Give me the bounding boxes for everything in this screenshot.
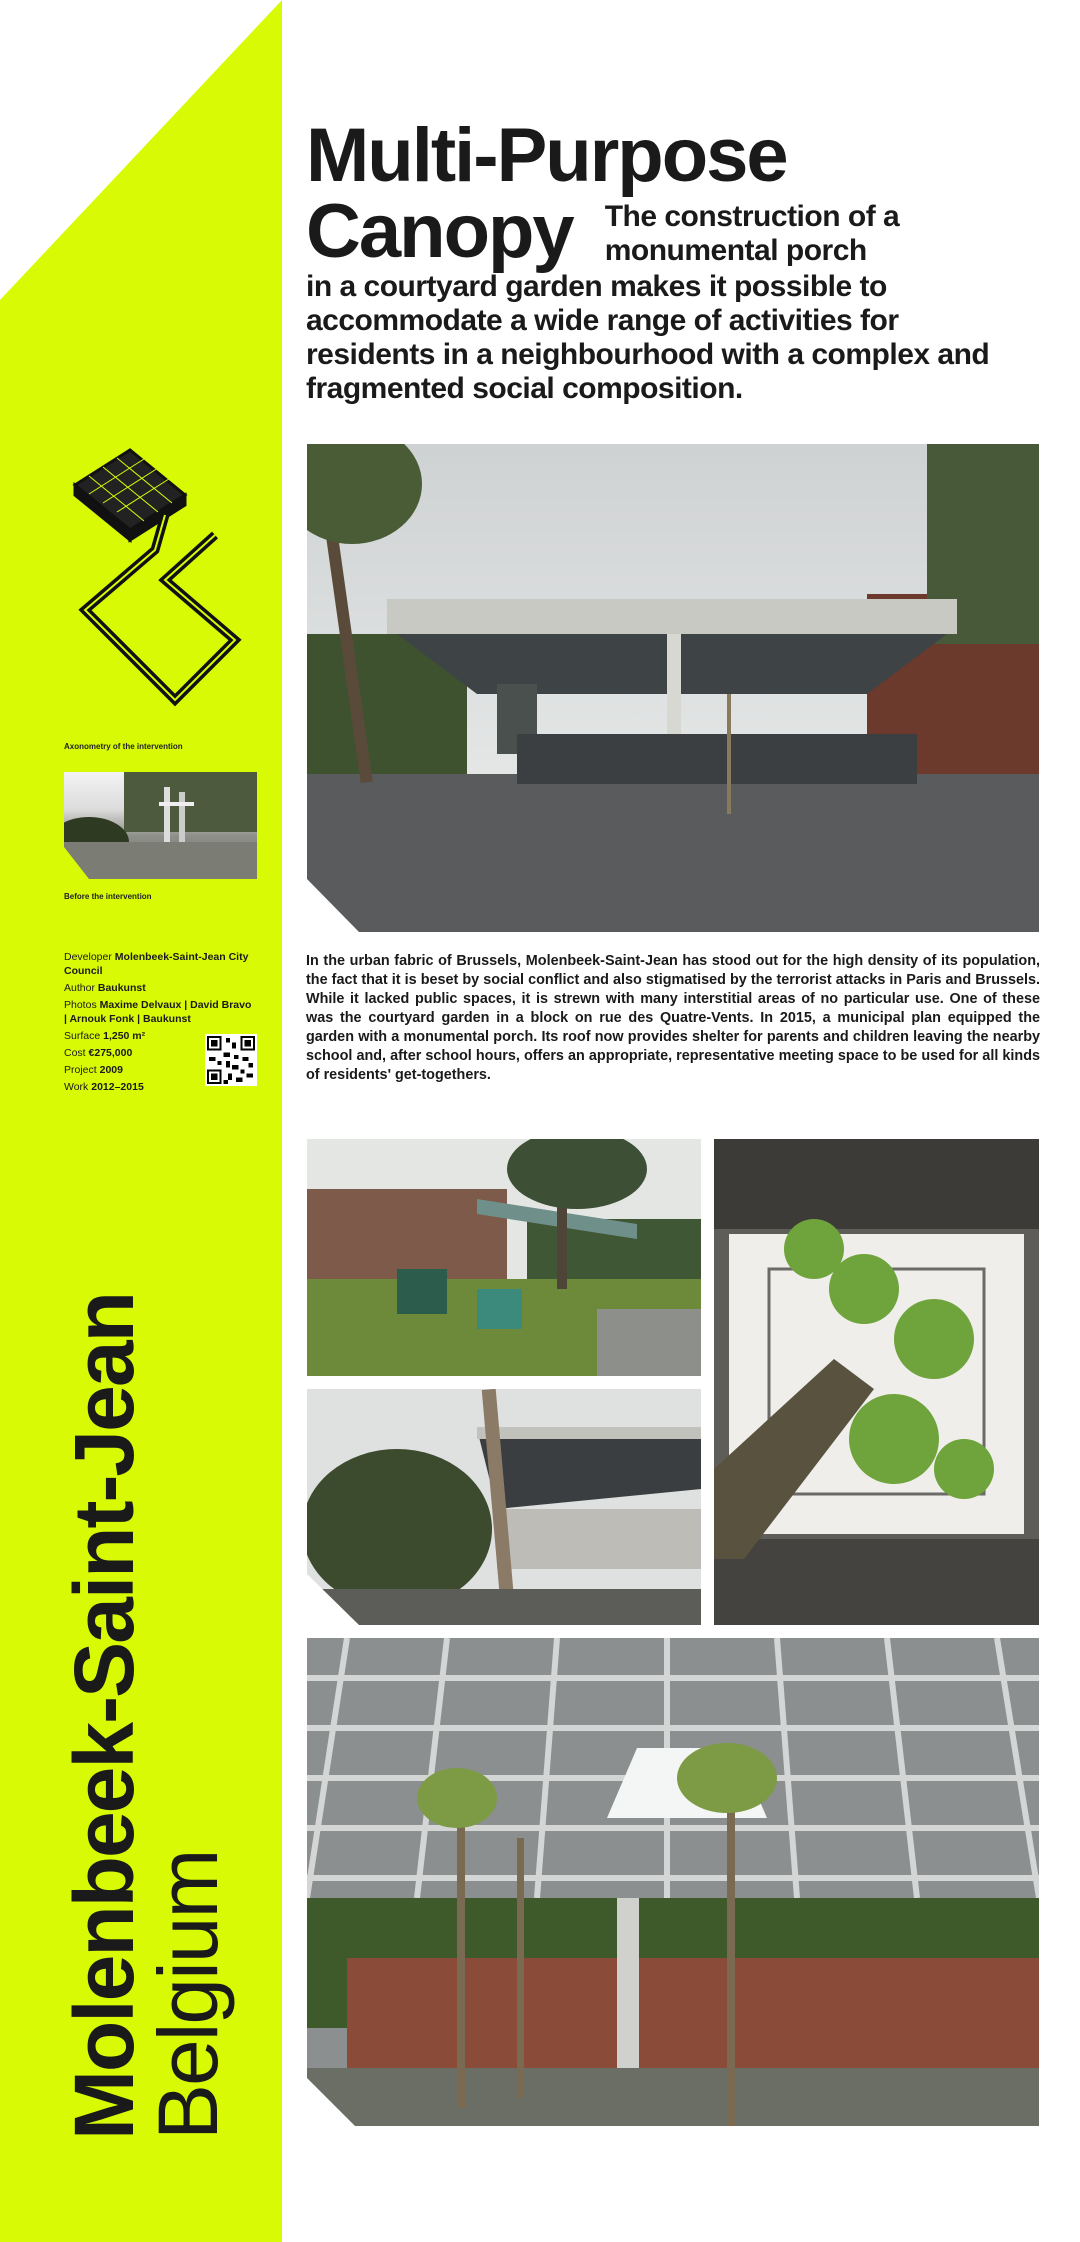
credit-work: Work 2012–2015: [64, 1081, 144, 1093]
canopy-side-photo: [307, 1389, 701, 1625]
credit-surface: Surface 1,250 m²: [64, 1030, 146, 1042]
qr-code[interactable]: [205, 1034, 257, 1086]
before-caption: Before the intervention: [64, 892, 152, 901]
canopy-underside-photo: [307, 1638, 1039, 2126]
axonometry-drawing: [55, 440, 245, 740]
hero-photo: [307, 444, 1039, 932]
title-line-2: Canopy: [306, 189, 573, 274]
credit-photos: Photos Maxime Delvaux | David Bravo | Arnouk Fonk | Baukunst: [64, 999, 252, 1025]
tree-through-roof-photo: [714, 1139, 1039, 1625]
city-name: Molenbeek-Saint-Jean: [57, 1293, 151, 2140]
corner-triangle: [0, 0, 282, 300]
country-name: Belgium: [141, 1850, 235, 2140]
before-photo: [64, 772, 257, 879]
body-text: In the urban fabric of Brussels, Molenbeek-Saint-Jean has stood out for the high density of its population, the fact that it is beset by social conflict and also stigmatised by the terrorist attacks in Paris and Brussels. While it lacked public spaces, it is strewn with many interstitial areas of no particular use. One of these was the courtyard garden in a block on rue des Quatre-Vents. In 2015, a municipal plan equipped the garden with a monumental porch. Its roof now provides shelter for parents and children leaving the nearby school and, after school hours, offers an appropriate, representative meeting space to be used for all kinds of residents' get-togethers.: [306, 953, 1040, 1083]
credit-project: Project 2009: [64, 1064, 123, 1076]
sidebar-panel: [0, 0, 282, 2242]
title-line-1: Multi-Purpose: [306, 113, 787, 198]
lead-text: in a courtyard garden makes it possible to accommodate a wide range of activities for residents in a neighbourhood with a complex and fragmented social composition.: [306, 270, 990, 405]
headline: [306, 113, 1046, 406]
garden-chairs-photo: [307, 1139, 701, 1376]
credit-developer: Developer Molenbeek-Saint-Jean City Council: [64, 951, 249, 977]
credit-cost: Cost €275,000: [64, 1047, 133, 1059]
location-title: [57, 1293, 235, 2140]
axonometry-caption: Axonometry of the intervention: [64, 742, 183, 751]
credit-author: Author Baukunst: [64, 982, 146, 994]
lead-inline: The construction of a monumental porch: [604, 200, 900, 267]
